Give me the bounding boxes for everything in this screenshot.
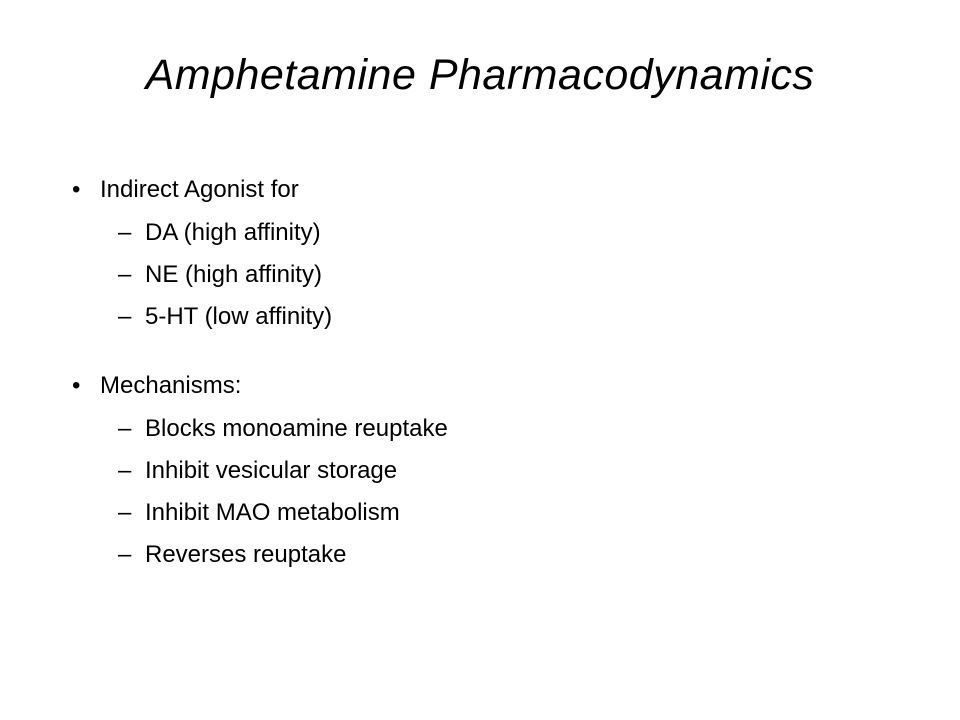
dash-icon: – xyxy=(118,303,132,330)
slide-title: Amphetamine Pharmacodynamics xyxy=(145,51,815,99)
bullet-item xyxy=(60,168,900,212)
bullet-item xyxy=(60,364,900,408)
dash-icon: – xyxy=(118,261,132,288)
sub-bullet-item xyxy=(60,450,900,492)
dash-icon: – xyxy=(118,219,132,246)
bullet-section-mechanisms xyxy=(60,364,900,576)
sub-bullet-text: Reverses reuptake xyxy=(145,541,347,568)
sub-bullet-item xyxy=(60,492,900,534)
sub-bullet-text: DA (high affinity) xyxy=(145,219,321,246)
dash-icon: – xyxy=(118,457,132,484)
sub-bullet-item xyxy=(60,534,900,576)
sub-bullet-text: Blocks monoamine reuptake xyxy=(145,415,448,442)
sub-bullet-text: Inhibit MAO metabolism xyxy=(145,499,400,526)
sub-bullet-item xyxy=(60,212,900,254)
sub-bullet-item xyxy=(60,254,900,296)
dash-icon: – xyxy=(118,415,132,442)
bullet-dot-icon: • xyxy=(72,176,81,203)
bullet-dot-icon: • xyxy=(72,372,81,399)
sub-bullet-text: Inhibit vesicular storage xyxy=(145,457,398,484)
slide-content xyxy=(60,168,900,576)
bullet-text: Indirect Agonist for xyxy=(100,176,299,203)
sub-bullet-text: NE (high affinity) xyxy=(145,261,322,288)
bullet-section-indirect-agonist xyxy=(60,168,900,338)
sub-bullet-text: 5-HT (low affinity) xyxy=(145,303,333,330)
dash-icon: – xyxy=(118,541,132,568)
sub-bullet-item xyxy=(60,408,900,450)
dash-icon: – xyxy=(118,499,132,526)
bullet-text: Mechanisms: xyxy=(100,372,242,399)
sub-bullet-item xyxy=(60,296,900,338)
